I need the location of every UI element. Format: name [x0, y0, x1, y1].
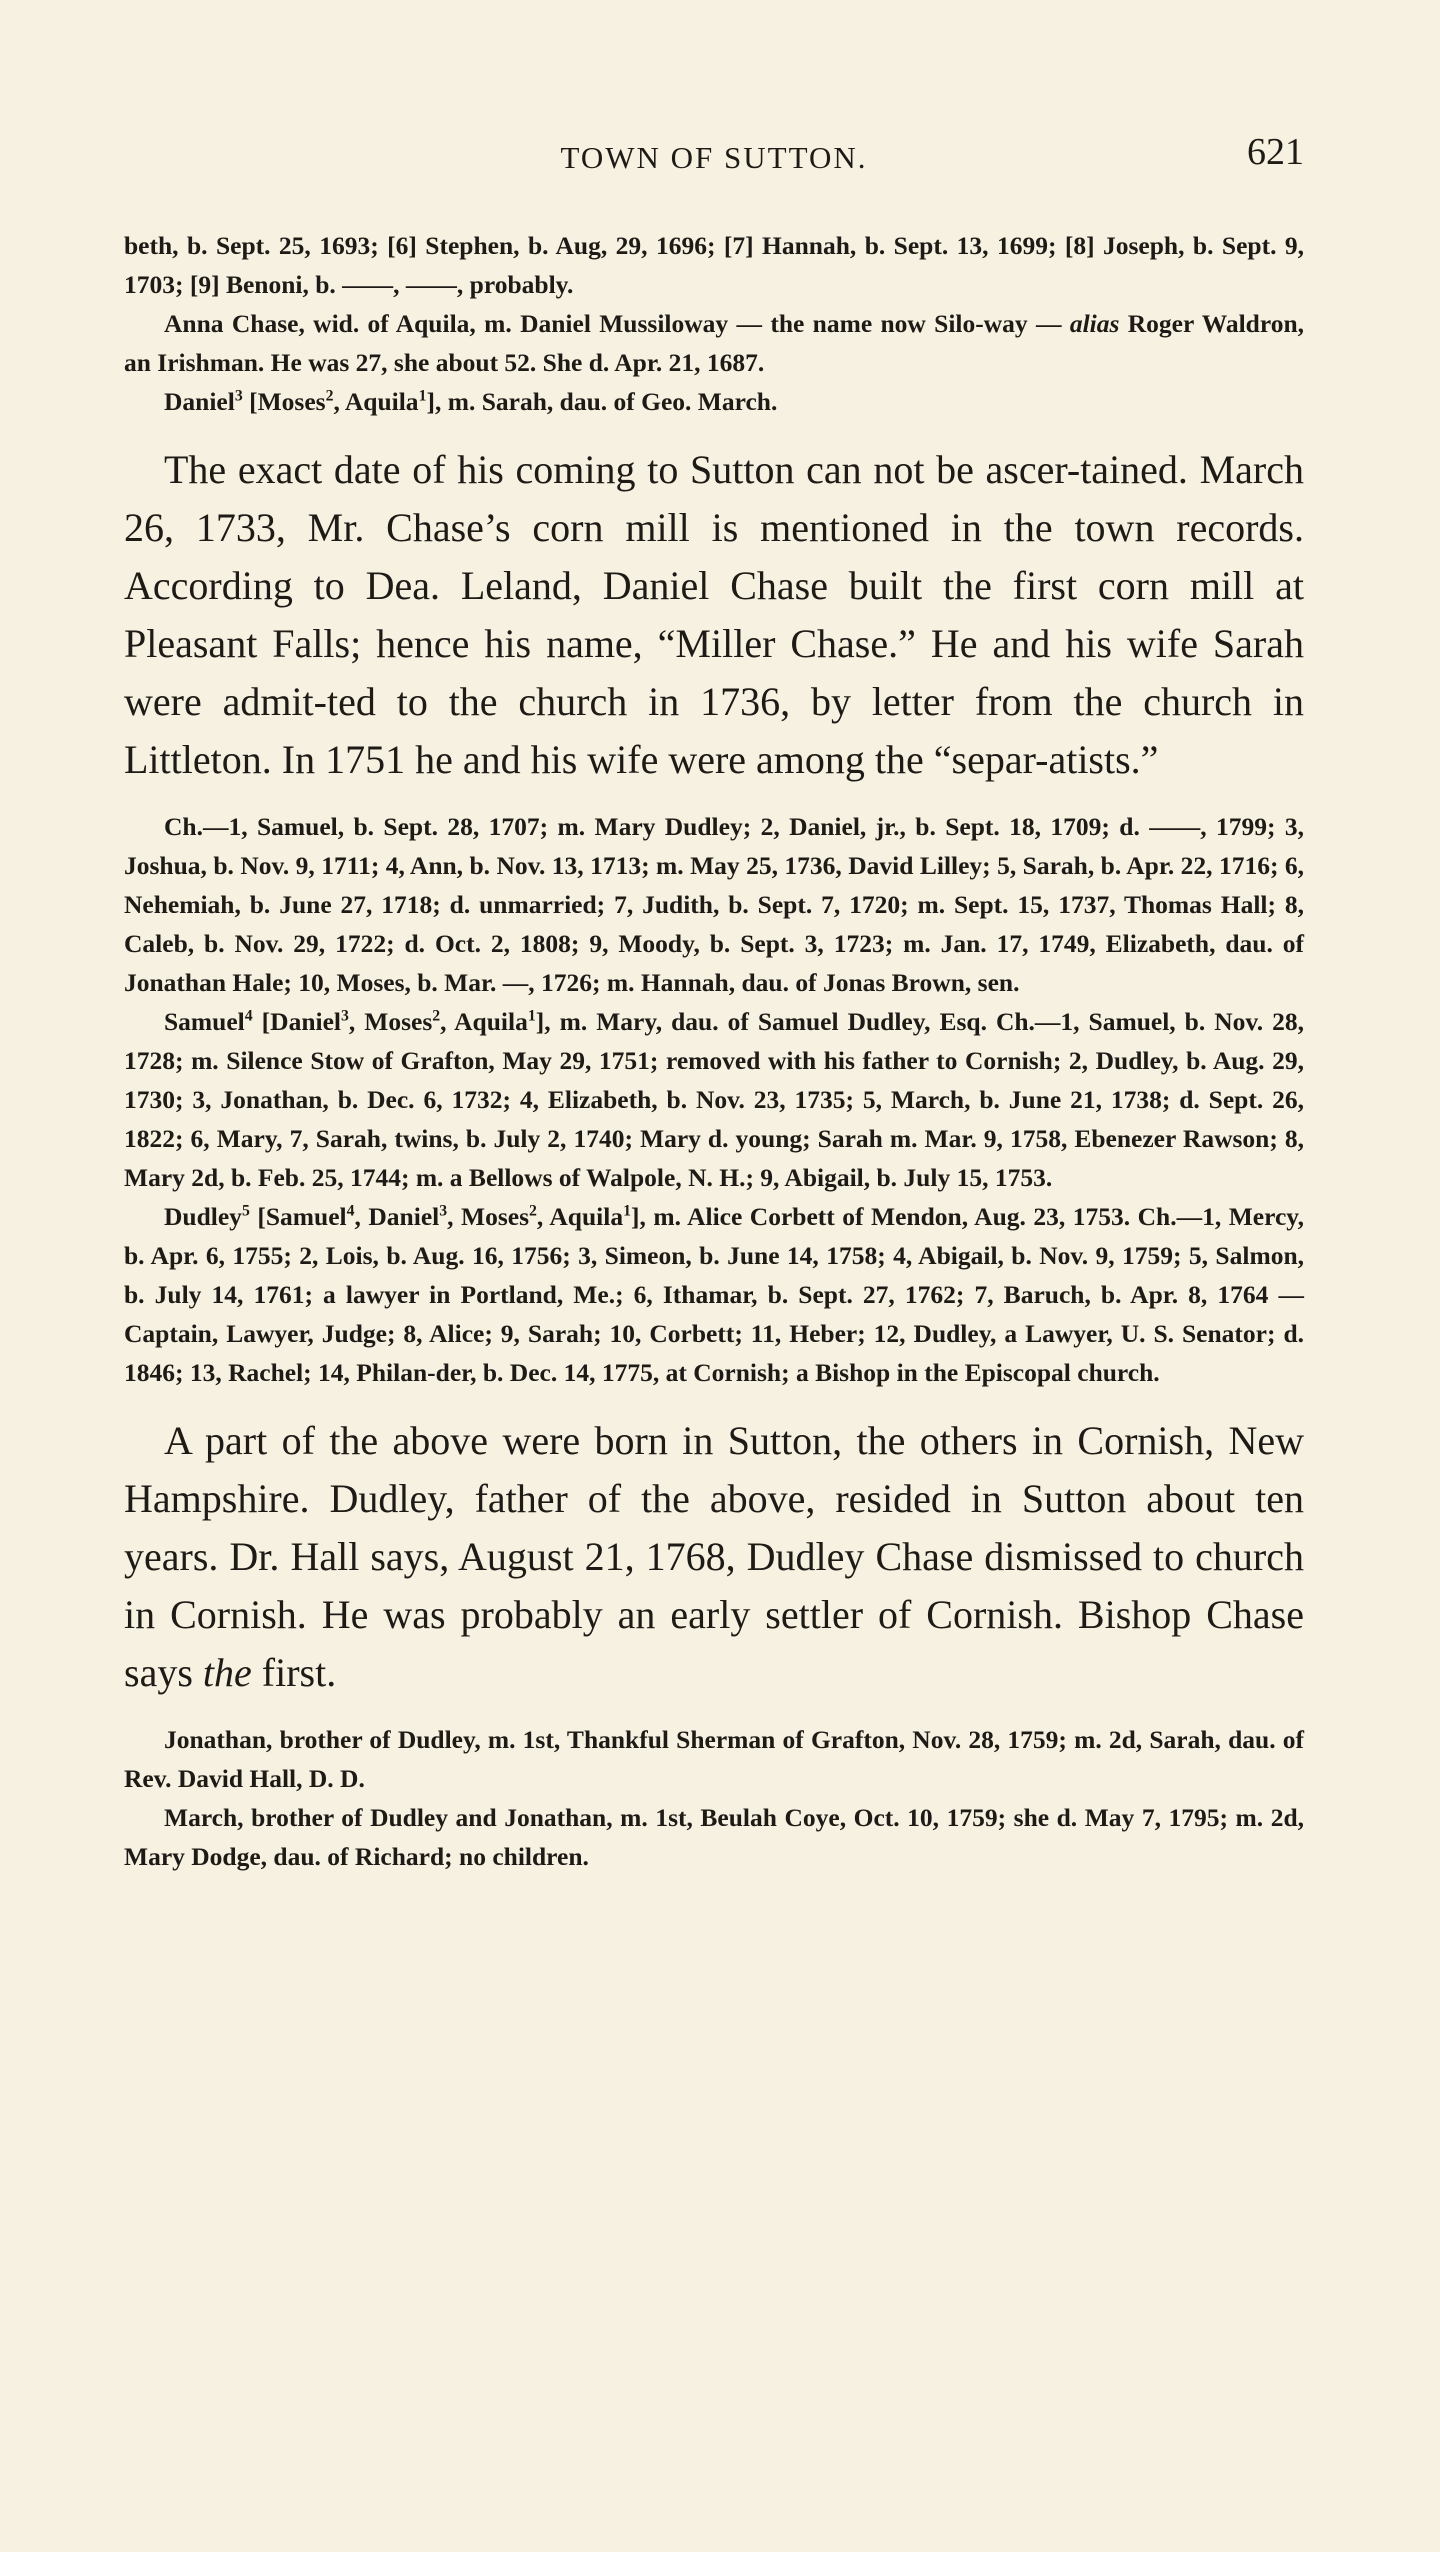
- text: ], m. Sarah, dau. of Geo. March.: [426, 387, 778, 416]
- text: ], m. Alice Corbett of Mendon, Aug. 23, 1753. Ch.—1, Mercy, b. Apr. 6, 1755; 2, Lois, b. Aug. 16, 1756; 3, Simeon, b. June 14, 1758; 4, Abigail, b. Nov. 9, 1759; 5, Salmon, b. July 14, 1761; a lawyer in Portland, Me.; 6, Ithamar, b. Sept. 27, 1762; 7, Baruch, b. Apr. 8, 1764 — Captain, Lawyer, Judge; 8, Alice; 9, Sarah; 10, Corbett; 11, Heber; 12, Dudley, a Lawyer, U. S. Senator; d. 1846; 13, Rachel; 14, Philan-der, b. Dec. 14, 1775, at Cornish; a Bishop in the Episcopal church.: [124, 1202, 1305, 1387]
- generation-mark: 1: [418, 387, 427, 405]
- generation-mark: 4: [244, 1007, 253, 1025]
- generation-mark: 4: [346, 1202, 355, 1220]
- generation-mark: 2: [325, 387, 334, 405]
- paragraph-anna-chase: [124, 304, 1304, 382]
- paragraph-jonathan-entry: Jonathan, brother of Dudley, m. 1st, Thankful Sherman of Grafton, Nov. 28, 1759; m. 2d, Sarah, dau. of Rev. David Hall, D. D.: [124, 1725, 1304, 1793]
- person-name: Samuel: [164, 1007, 245, 1036]
- text: Anna Chase, wid. of Aquila, m. Daniel Mussiloway — the name now Silo-way —: [164, 309, 1070, 338]
- text: , Moses: [447, 1202, 530, 1231]
- page-body: [124, 226, 1304, 1876]
- generation-mark: 2: [529, 1202, 537, 1220]
- text: [Daniel: [252, 1007, 341, 1036]
- text: ], m. Mary, dau. of Samuel Dudley, Esq. Ch.—1, Samuel, b. Nov. 28, 1728; m. Silence Stow of Grafton, May 29, 1751; removed with his father to Cornish; 2, Dudley, b. Aug. 29, 1730; 3, Jonathan, b. Dec. 6, 1732; 4, Elizabeth, b. Nov. 23, 1735; 5, March, b. June 21, 1738; d. Sept. 26, 1822; 6, Mary, 7, Sarah, twins, b. July 2, 1740; Mary d. young; Sarah m. Mar. 9, 1758, Ebenezer Rawson; 8, Mary 2d, b. Feb. 25, 1744; m. a Bellows of Walpole, N. H.; 9, Abigail, b. July 15, 1753.: [124, 1007, 1304, 1192]
- paragraph-daniel-children: Ch.—1, Samuel, b. Sept. 28, 1707; m. Mary Dudley; 2, Daniel, jr., b. Sept. 18, 1709; d. ——, 1799; 3, Joshua, b. Nov. 9, 1711; 4, Ann, b. Nov. 13, 1713; m. May 25, 1736, David Lilley; 5, Sarah, b. Apr. 22, 1716; 6, Nehemiah, b. June 27, 1718; d. unmarried; 7, Judith, b. Sept. 7, 1720; m. Sept. 15, 1737, Thomas Hall; 8, Caleb, b. Nov. 29, 1722; d. Oct. 2, 1808; 9, Moody, b. Sept. 3, 1723; m. Jan. 17, 1749, Elizabeth, dau. of Jonathan Hale; 10, Moses, b. Mar. —, 1726; m. Hannah, dau. of Jonas Brown, sen.: [124, 812, 1304, 997]
- paragraph-march-entry: March, brother of Dudley and Jonathan, m. 1st, Beulah Coye, Oct. 10, 1759; she d. May 7, 1795; m. 2d, Mary Dodge, dau. of Richard; no children.: [124, 1803, 1304, 1871]
- text: , Aquila: [440, 1007, 528, 1036]
- generation-mark: 5: [241, 1202, 250, 1220]
- generation-mark: 1: [623, 1202, 631, 1220]
- generation-mark: 3: [439, 1202, 448, 1220]
- paragraph-dudley-entry: [124, 1197, 1304, 1392]
- page-header: [124, 128, 1304, 184]
- paragraph-continued-children: beth, b. Sept. 25, 1693; [6] Stephen, b. Aug, 29, 1696; [7] Hannah, b. Sept. 13, 1699; [8] Joseph, b. Sept. 9, 1703; [9] Benoni, b. ——, ——, probably.: [124, 231, 1304, 299]
- generation-mark: 1: [527, 1007, 536, 1025]
- generation-mark: 3: [234, 387, 243, 405]
- text: , Aquila: [536, 1202, 624, 1231]
- text: , Daniel: [354, 1202, 440, 1231]
- person-name: Dudley: [164, 1202, 242, 1231]
- paragraph-samuel-entry: [124, 1002, 1304, 1197]
- running-title: TOWN OF SUTTON.: [560, 140, 868, 175]
- text: Roger Waldron, an Irishman. He was 27, she about 52. She d. Apr. 21, 1687.: [124, 309, 1305, 377]
- paragraph-dudley-narrative: [124, 1412, 1304, 1702]
- paragraph-daniel-entry: [124, 382, 1304, 421]
- person-name: Daniel: [164, 387, 235, 416]
- text: A part of the above were born in Sutton, the others in Cornish, New Hampshire. Dudley, father of the above, resided in Sutton about ten years. Dr. Hall says, August 21, 1768, Dudley Chase dismissed to church in Cornish. He was probably an early settler of Cornish. Bishop Chase says: [124, 1418, 1304, 1695]
- italic-the: the: [202, 1650, 252, 1695]
- text: , Moses: [348, 1007, 433, 1036]
- text: [Samuel: [249, 1202, 347, 1231]
- text: first.: [251, 1650, 337, 1695]
- generation-mark: 3: [341, 1007, 349, 1025]
- page-number: 621: [1247, 131, 1304, 173]
- text: [Moses: [242, 387, 326, 416]
- paragraph-daniel-narrative: The exact date of his coming to Sutton can not be ascer-tained. March 26, 1733, Mr. Chase’s corn mill is mentioned in the town records. According to Dea. Leland, Daniel Chase built the first corn mill at Pleasant Falls; hence his name, “Miller Chase.” He and his wife Sarah were admit-ted to the church in 1736, by letter from the church in Littleton. In 1751 he and his wife were among the “separ-atists.”: [124, 447, 1304, 782]
- generation-mark: 2: [432, 1007, 441, 1025]
- italic-alias: alias: [1069, 309, 1120, 338]
- text: , Aquila: [333, 387, 419, 416]
